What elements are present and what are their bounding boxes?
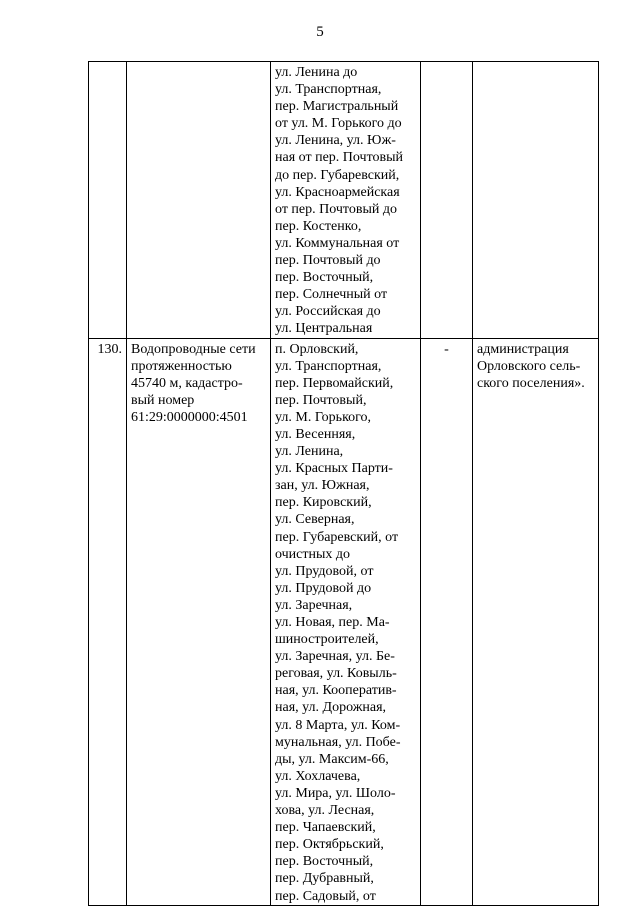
text-line: ул. Мира, ул. Шоло- [275,785,396,801]
text-line: зан, ул. Южная, [275,478,370,494]
text-line: ул. Заречная, [275,597,353,613]
text-line: ул. Ленина до [275,65,358,80]
object-name-cell [127,338,271,905]
object-name-cell [127,62,271,339]
text-line: до пер. Губаревский, [275,167,400,183]
text-line: от пер. Почтовый до [275,201,397,217]
text-line: 61:29:0000000:4501 [131,409,248,425]
text-line: Водопроводные сети [131,341,256,357]
table-row [89,338,599,905]
text-line: пер. Почтовый до [275,253,381,269]
text-line: пер. Чапаевский, [275,820,376,836]
text-line: ул. Ленина, ул. Юж- [275,133,396,149]
text-line: администрация [477,341,569,357]
text-line: ул. Заречная, ул. Бе- [275,649,395,665]
text-line: ул. Новая, пер. Ма- [275,615,390,630]
text-line: ул. Весенняя, [275,426,356,442]
text-line: ул. Хохлачева, [275,768,361,784]
text-line: пер. Почтовый, [275,392,367,408]
text-line: протяженностью [131,358,232,374]
property-table [88,61,599,906]
text-line: ды, ул. Максим-66, [275,751,389,767]
row-number-cell [89,62,127,339]
text-line: ского поселения». [477,375,585,391]
text-line: очистных до [275,546,351,562]
text-line: ул. Транспортная, [275,358,382,374]
text-line: ул. Коммунальная от [275,235,400,251]
text-line: вый номер [131,392,195,408]
text-line: шиностроителей, [275,632,379,648]
text-line: ул. М. Горького, [275,409,372,425]
text-line: ул. Северная, [275,512,355,528]
text-line: ная, ул. Кооператив- [275,683,397,699]
text-line: ул. Российская до [275,304,381,320]
row-number-cell: 130. [89,338,127,905]
text-line: реговая, ул. Ковыль- [275,666,397,682]
text-line: ная, ул. Дорожная, [275,700,387,716]
text-line: ул. Центральная [275,321,373,337]
text-line: пер. Костенко, [275,218,362,234]
text-line: пер. Октябрьский, [275,837,384,853]
text-line: от ул. М. Горького до [275,116,402,132]
dash-cell [421,62,473,339]
text-line: мунальная, ул. Побе- [275,734,401,750]
owner-cell [473,62,599,339]
text-line: ул. Ленина, [275,444,344,460]
text-line: ул. Красноармейская [275,184,400,200]
text-line: ул. 8 Марта, ул. Ком- [275,717,401,733]
text-line: пер. Магистральный [275,99,399,115]
text-line: Орловского сель- [477,358,581,374]
owner-cell [473,338,599,905]
text-line: пер. Восточный, [275,854,374,870]
text-line: п. Орловский, [275,341,359,357]
text-line: пер. Солнечный от [275,287,388,303]
address-cell [271,338,421,905]
text-line: ул. Прудовой, от [275,563,374,579]
table-row [89,62,599,339]
text-line: ная от пер. Почтовый [275,150,404,166]
text-line: пер. Садовый, от [275,888,376,904]
dash-cell: - [421,338,473,905]
text-line: ул. Транспортная, [275,82,382,98]
address-cell [271,62,421,339]
text-line: пер. Первомайский, [275,375,394,391]
text-line: пер. Кировский, [275,495,372,511]
text-line: ул. Красных Парти- [275,461,393,477]
text-line: ул. Прудовой до [275,580,372,596]
text-line: хова, ул. Лесная, [275,803,375,819]
text-line: 45740 м, кадастро- [131,375,243,391]
text-line: пер. Дубравный, [275,871,374,887]
text-line: пер. Восточный, [275,270,374,286]
text-line: пер. Губаревский, от [275,529,399,545]
page-number: 5 [316,24,324,40]
